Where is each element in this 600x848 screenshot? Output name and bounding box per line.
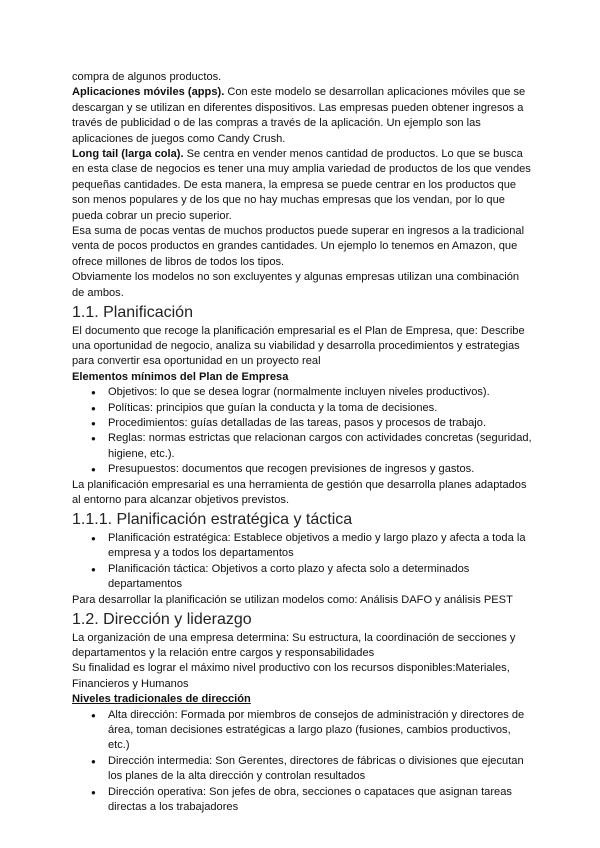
heading-direccion-liderazgo: 1.2. Dirección y liderazgo (72, 611, 252, 628)
apps-title: Aplicaciones móviles (apps). (72, 86, 225, 99)
finalidad-paragraph: Su finalidad es lograr el máximo nivel productivo con los recursos disponibles:Materiales, Financieros y Humanos (72, 662, 510, 690)
apps-paragraph (72, 85, 534, 147)
list-item: ● Dirección intermedia: Son Gerentes, directores de fábricas o divisiones que ejecutan los planes de la alta dirección y controlan resultados (72, 754, 534, 785)
list-item: ● Reglas: normas estrictas que relacionan cargos con actividades concretas (seguridad, higiene, etc.). (72, 431, 534, 462)
list-item: ● Planificación estratégica: Establece objetivos a medio y largo plazo y afecta a toda la empresa y a todos los departamentos (72, 531, 534, 562)
planificacion-list (72, 531, 534, 593)
niveles-list (72, 708, 534, 816)
list-item: ● Dirección operativa: Son jefes de obra, secciones o capataces que asignan tareas directas a los trabajadores (72, 785, 534, 816)
heading-planificacion: 1.1. Planificación (72, 304, 193, 322)
suma-paragraph: Esa suma de pocas ventas de muchos productos puede superar en ingresos a la tradicional venta de pocos productos en grandes cantidades. Un ejemplo lo tenemos en Amazon, que ofrece millones de libros de todos los tipos. (72, 225, 525, 268)
list-item: ● Procedimientos: guías detalladas de las tareas, pasos y procesos de trabajo. (72, 416, 534, 431)
elementos-subheading: Elementos mínimos del Plan de Empresa (72, 370, 289, 383)
plan-empresa-paragraph: El documento que recoge la planificación empresarial es el Plan de Empresa, que: Describe una oportunidad de negocio, analiza su viabilidad y desarrolla procedimientos y estrategias para convertir esa oportunidad en un proyecto real (72, 324, 525, 368)
longtail-paragraph (72, 147, 534, 224)
modelos-paragraph: Para desarrollar la planificación se utilizan modelos como: Análisis DAFO y análisis PEST (72, 593, 513, 606)
longtail-text: Se centra en vender menos cantidad de productos. Lo que se busca en esta clase de negocios es tener una muy amplia variedad de productos de los que vendes pequeñas cantidades. De esta manera, la empresa se puede centrar en los productos que son menos populares y de los que no hay muchas empresas que los vendan, por lo que pueda cobrar un precio superior. (72, 148, 531, 222)
list-item: ● Objetivos: lo que se desea lograr (normalmente incluyen niveles productivos). (72, 385, 534, 400)
apps-text: Con este modelo se desarrollan aplicaciones móviles que se descargan y se utilizan en diferentes dispositivos. Las empresas pueden obtener ingresos a través de publicidad o de las compras a través de la aplicación. Un ejemplo son las aplicaciones de juegos como Candy Crush. (72, 86, 526, 145)
list-item: ● Alta dirección: Formada por miembros de consejos de administración y directores de área, toman decisiones estratégicas a largo plazo (fusiones, cambios productivos, etc.) (72, 708, 534, 754)
list-item: ● Presupuestos: documentos que recogen previsiones de ingresos y gastos. (72, 462, 534, 477)
planificacion-herramienta-paragraph: La planificación empresarial es una herramienta de gestión que desarrolla planes adaptados al entorno para alcanzar objetivos previstos. (72, 478, 527, 507)
niveles-subheading: Niveles tradicionales de dirección (72, 693, 251, 706)
obviamente-paragraph: Obviamente los modelos no son excluyentes y algunas empresas utilizan una combinación de ambos. (72, 271, 520, 299)
list-item: ● Planificación táctica: Objetivos a corto plazo y afecta solo a determinados departamentos (72, 562, 534, 593)
document-page (72, 70, 534, 815)
intro-line: compra de algunos productos. (72, 71, 222, 83)
longtail-title: Long tail (larga cola). (72, 148, 184, 161)
organizacion-paragraph: La organización de una empresa determina: Su estructura, la coordinación de secciones y departamentos y la relación entre cargos y responsabilidades (72, 631, 516, 659)
list-item: ● Políticas: principios que guían la conducta y la toma de decisiones. (72, 401, 534, 416)
heading-estrategica-tactica: 1.1.1. Planificación estratégica y táctica (72, 511, 353, 529)
elementos-list (72, 385, 534, 477)
